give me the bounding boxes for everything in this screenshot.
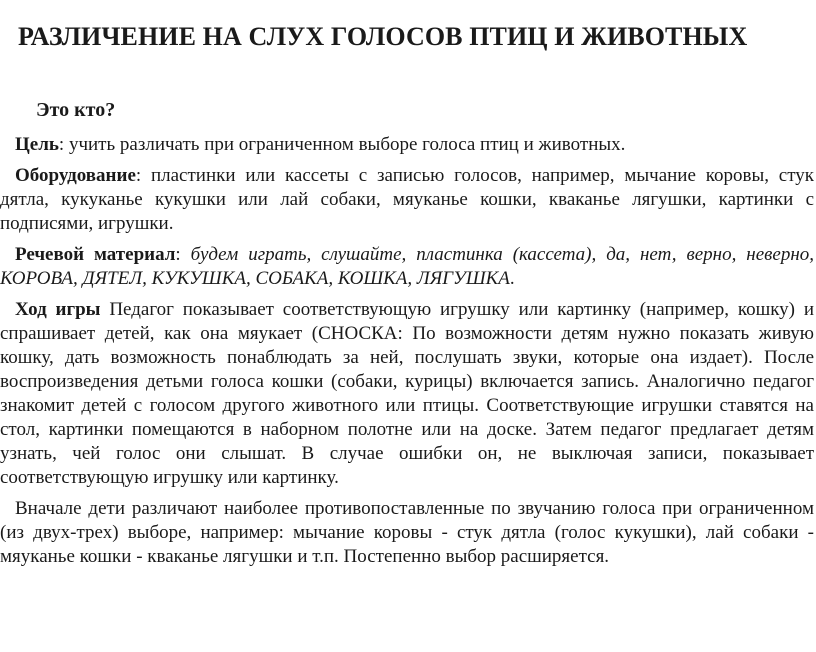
game-course-paragraph xyxy=(0,298,814,490)
equipment-text: : пластинки или кассеты с записью голосов, например, мычание коровы, стук дятла, кукуканье кукушки или лай собаки, мяуканье кошки, кваканье лягушки, картинки с подписями, игрушки. xyxy=(0,165,814,234)
document-body xyxy=(0,133,814,576)
equipment-paragraph xyxy=(0,164,814,236)
goal-paragraph xyxy=(0,133,814,157)
speech-material-colon: : xyxy=(175,244,191,265)
equipment-label: Оборудование xyxy=(15,165,136,186)
goal-label: Цель xyxy=(15,134,59,155)
goal-text: : учить различать при ограниченном выборе голоса птиц и животных. xyxy=(58,134,626,155)
document-title: РАЗЛИЧЕНИЕ НА СЛУХ ГОЛОСОВ ПТИЦ И ЖИВОТНЫХ xyxy=(18,22,748,51)
game-course-label: Ход игры xyxy=(15,299,101,320)
speech-material-text: будем играть, слушайте, пластинка (кассета), да, нет, верно, неверно, КОРОВА, ДЯТЕЛ, КУКУШКА, СОБАКА, КОШКА, ЛЯГУШКА xyxy=(0,244,814,289)
closing-paragraph: Вначале дети различают наиболее противопоставленные по звучанию голоса при ограниченном (из двух-трех) выборе, например: мычание коровы - стук дятла (голос кукушки), лай собаки - мяуканье кошки - кваканье лягушки и т.п. Постепенно выбор расширяется. xyxy=(0,498,814,567)
game-title: Это кто? xyxy=(36,99,116,121)
game-course-text: Педагог показывает соответствующую игрушку или картинку (например, кошку) и спрашивает детей, как она мяукает (СНОСКА: По возможности детям нужно показать живую кошку, дать возможность понаблюдать за ней, послушать звуки, которые она издает). После воспроизведения детьми голоса кошки (собаки, курицы) включается запись. Аналогично педагог знакомит детей с голосом другого животного или птицы. Соответствующие игрушки ставятся на стол, картинки помещаются в наборном полотне или на доске. Затем педагог предлагает детям узнать, чей голос они слышат. В случае ошибки он, не выключая записи, показывает соответствующую игрушку или картинку. xyxy=(0,299,814,488)
speech-material-end: . xyxy=(509,268,515,289)
speech-material-paragraph xyxy=(0,243,814,291)
speech-material-label: Речевой материал xyxy=(15,244,176,265)
